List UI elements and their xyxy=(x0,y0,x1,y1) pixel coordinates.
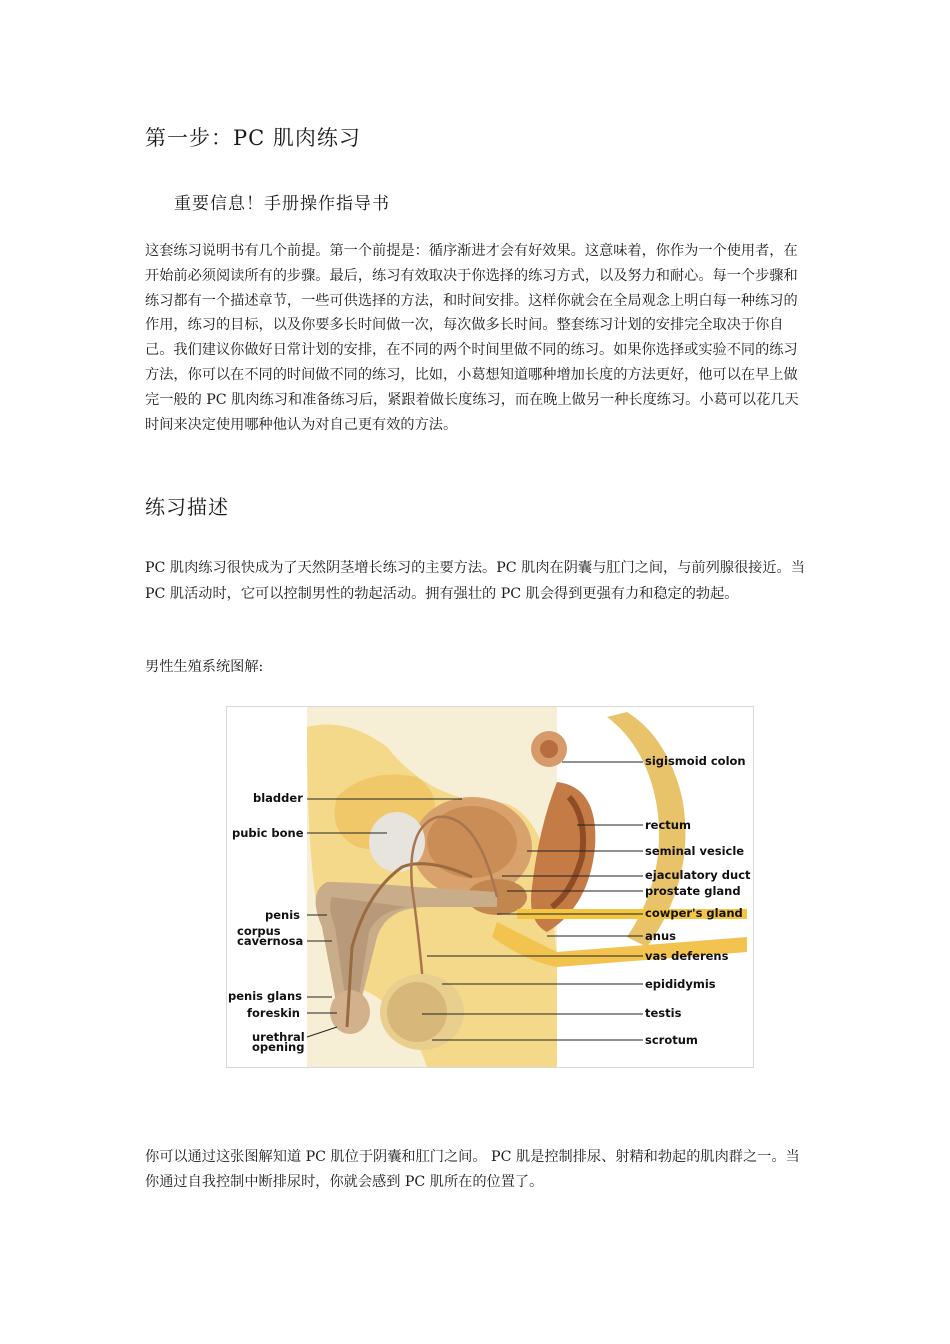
anatomy-diagram xyxy=(226,706,754,1068)
label-prostate-gland: prostate gland xyxy=(645,884,741,898)
description-paragraph: PC 肌肉练习很快成为了天然阴茎增长练习的主要方法。PC 肌肉在阴囊与肛门之间，与前列腺很接近。当 PC 肌活动时，它可以控制男性的勃起活动。拥有强壮的 PC 肌会得到更强有力和稳定的勃起。 xyxy=(145,560,805,602)
label-sigismoid-colon: sigismoid colon xyxy=(645,754,746,768)
label-penis: penis xyxy=(265,908,301,922)
label-scrotum: scrotum xyxy=(645,1033,698,1047)
label-foreskin: foreskin xyxy=(247,1006,300,1020)
anatomy-illustration xyxy=(227,707,753,1067)
closing-paragraph: 你可以通过这张图解知道 PC 肌位于阴囊和肛门之间。 PC 肌是控制排尿、射精和勃起的肌肉群之一。当你通过自我控制中断排尿时，你就会感到 PC 肌所在的位置了。 xyxy=(145,1149,800,1190)
intro-paragraph: 这套练习说明书有几个前提。第一个前提是：循序渐进才会有好效果。这意味着，你作为一个使用者，在开始前必须阅读所有的步骤。最后，练习有效取决于你选择的练习方式，以及努力和耐心。每一个步骤和练习都有一个描述章节，一些可供选择的方法，和时间安排。这样你就会在全局观念上明白每一种练习的作用，练习的目标，以及你要多长时间做一次，每次做多长时间。整套练习计划的安排完全取决于你自己。我们建议你做好日常计划的安排，在不同的两个时间里做不同的练习。如果你选择或实验不同的练习方法，你可以在不同的时间做不同的练习，比如，小葛想知道哪种增加长度的方法更好，他可以在早上做完一般的 PC 肌肉练习和准备练习后，紧跟着做长度练习，而在晚上做另一种长度练习。小葛可以花几天时间来决定使用哪种他认为对自己更有效的方法。 xyxy=(145,243,799,433)
label-epididymis: epididymis xyxy=(645,977,716,991)
label-corpus: corpus xyxy=(237,924,281,938)
label-urethral: urethral xyxy=(252,1030,305,1044)
label-bladder: bladder xyxy=(253,791,303,805)
label-seminal-vesicle: seminal vesicle xyxy=(645,844,745,858)
diagram-caption: 男性生殖系统图解: xyxy=(145,659,264,675)
label-opening: opening xyxy=(252,1040,305,1054)
label-testis: testis xyxy=(645,1006,682,1020)
label-rectum: rectum xyxy=(645,818,691,832)
label-ejaculatory-duct: ejaculatory duct xyxy=(645,868,751,882)
label-pubic-bone: pubic bone xyxy=(232,826,304,840)
label-anus: anus xyxy=(645,929,676,943)
label-vas-deferens: vas deferens xyxy=(645,949,729,963)
label-penis-glans: penis glans xyxy=(228,989,302,1003)
section-title: 练习描述 xyxy=(145,495,229,519)
subheading: 重要信息！手册操作指导书 xyxy=(174,194,390,214)
label-cowpers-gland: cowper's gland xyxy=(645,906,743,920)
page-heading: 第一步：PC 肌肉练习 xyxy=(145,126,361,150)
label-cavernosa: cavernosa xyxy=(237,934,304,948)
